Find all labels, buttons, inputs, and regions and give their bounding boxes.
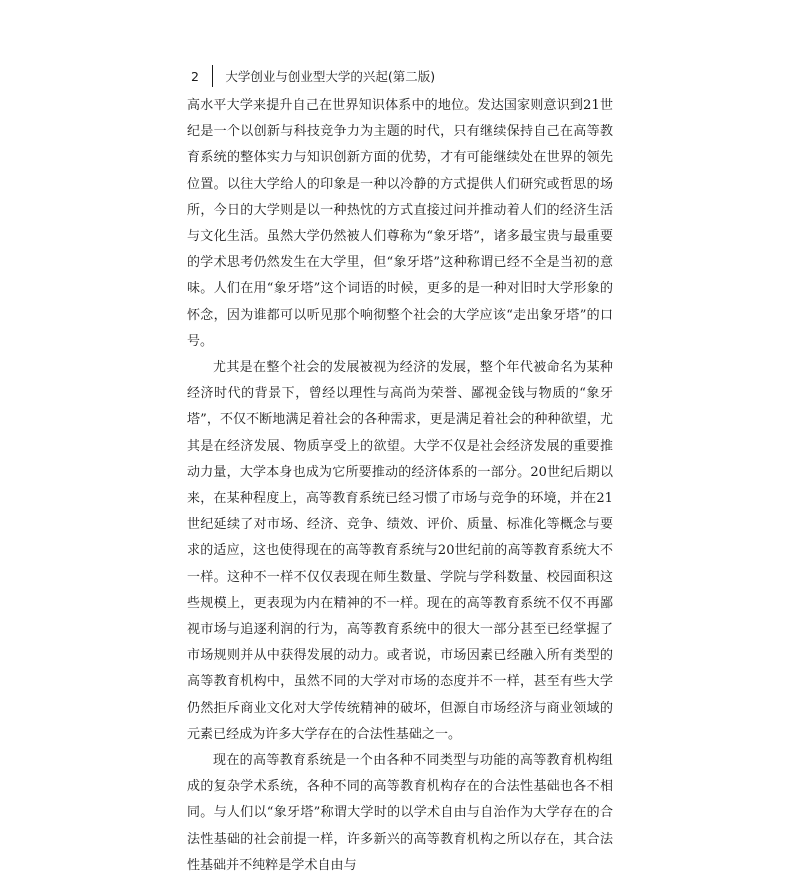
book-title: 大学创业与创业型大学的兴起(第二版) [225, 69, 436, 84]
header-divider [212, 65, 213, 87]
paragraph-2: 尤其是在整个社会的发展被视为经济的发展，整个年代被命名为某种经济时代的背景下，曾经以理性与高尚为荣誉、鄙视金钱与物质的“象牙塔”，不仅不断地满足着社会的各种需求，更是满足着社会的种种欲望，尤其是在经济发展、物质享受上的欲望。大学不仅是社会经济发展的重要推动力量，大学本身也成为它所要推动的经济体系的一部分。20世纪后期以来，在某种程度上，高等教育系统已经习惯了市场与竞争的环境，并在21世纪延续了对市场、经济、竞争、绩效、评价、质量、标准化等概念与要求的适应，这也使得现在的高等教育系统与20世纪前的高等教育系统大不一样。这种不一样不仅仅表现在师生数量、学院与学科数量、校园面积这些规模上，更表现为内在精神的不一样。现在的高等教育系统不仅不再鄙视市场与追逐利润的行为，高等教育系统中的很大一部分甚至已经掌握了市场规则并从中获得发展的动力。或者说，市场因素已经融入所有类型的高等教育机构中，虽然不同的大学对市场的态度并不一样，甚至有些大学仍然拒斥商业文化对大学传统精神的破坏，但源自市场经济与商业领域的元素已经成为许多大学存在的合法性基础之一。 [187, 360, 613, 742]
page-number: 2 [191, 68, 199, 84]
running-header [191, 62, 435, 90]
paragraph-1: 高水平大学来提升自己在世界知识体系中的地位。发达国家则意识到21世纪是一个以创新与科技竞争力为主题的时代，只有继续保持自己在高等教育系统的整体实力与知识创新方面的优势，才有可能继续处在世界的领先位置。以往大学给人的印象是一种以冷静的方式提供人们研究或哲思的场所，今日的大学则是以一种热忱的方式直接过问并推动着人们的经济生活与文化生活。虽然大学仍然被人们尊称为“象牙塔”，诸多最宝贵与最重要的学术思考仍然发生在大学里，但“象牙塔”这种称谓已经不全是当初的意味。人们在用“象牙塔”这个词语的时候，更多的是一种对旧时大学形象的怀念，因为谁都可以听见那个响彻整个社会的大学应该“走出象牙塔”的口号。 [187, 98, 613, 349]
body-text [187, 93, 613, 879]
paragraph-3: 现在的高等教育系统是一个由各种不同类型与功能的高等教育机构组成的复杂学术系统，各种不同的高等教育机构存在的合法性基础也各不相同。与人们以“象牙塔”称谓大学时的以学术自由与自治作为大学存在的合法性基础的社会前提一样，许多新兴的高等教育机构之所以存在，其合法性基础并不纯粹是学术自由与 [187, 753, 613, 873]
